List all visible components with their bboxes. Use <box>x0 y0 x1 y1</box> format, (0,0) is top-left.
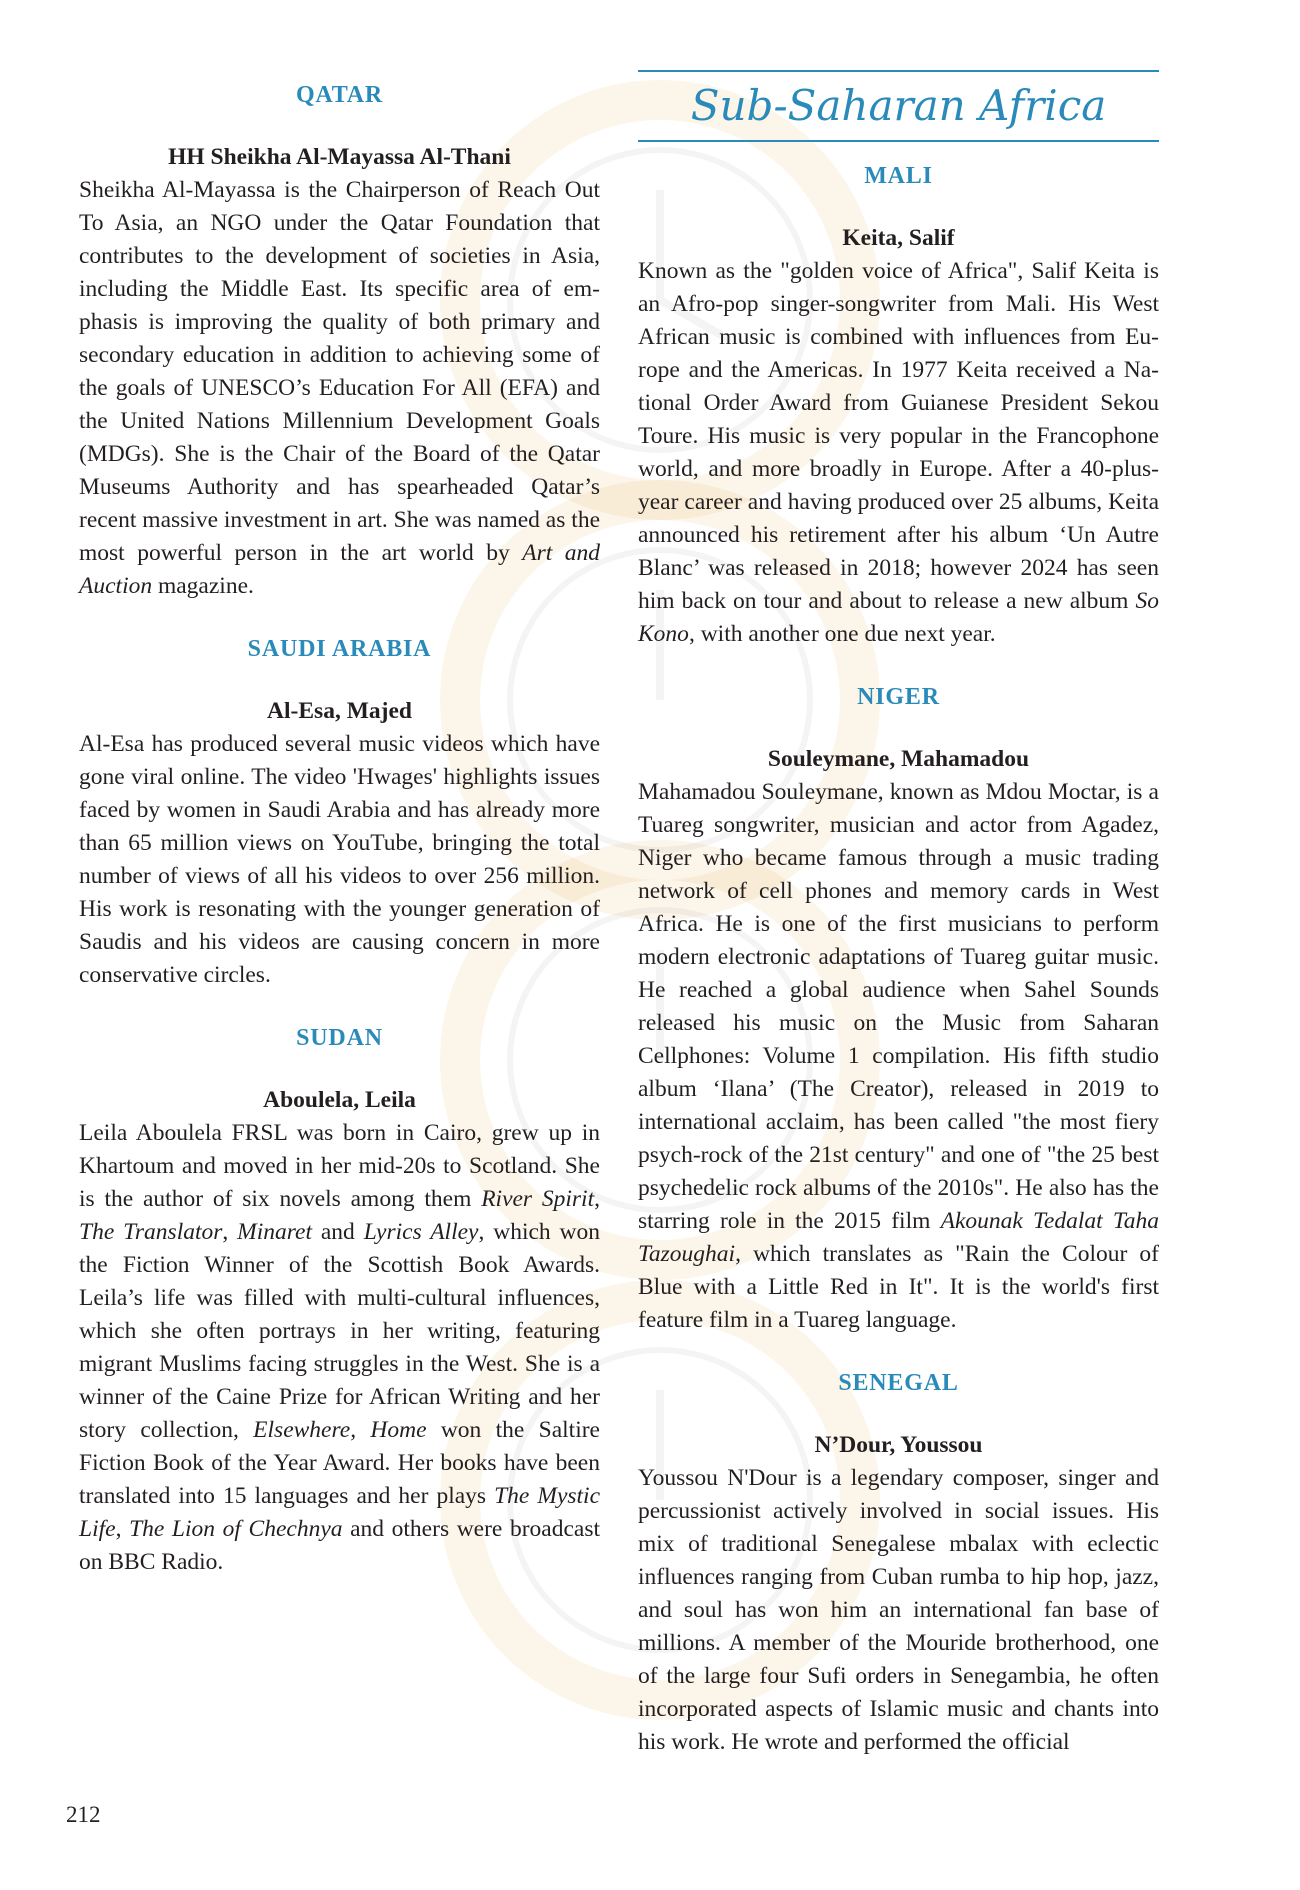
page-number: 212 <box>66 1802 101 1827</box>
country-heading-qatar: QATAR <box>295 82 384 108</box>
person-bio: Known as the "golden voice of Africa", Salif Keita is an Afro-pop singer-songwriter from Mali. His West African music is combined with influences from Europe and the Americas. In 1977 Keita received a National Order Award from Guianese President Sekou Toure. His music is very popular in the Francophone world, and more broadly in Europe. After a 40-plus-year career and having produced over 25 albums, Keita announced his retirement after his album ‘Un Autre Blanc’ was released in 2018; however 2024 has seen him back on tour and about to release a new album So Kono, with another one due next year. <box>638 258 1159 647</box>
person-name: Keita, Salif <box>842 225 955 251</box>
person-name: Al-Esa, Majed <box>267 698 412 724</box>
person-name: Aboulela, Leila <box>263 1087 416 1113</box>
country-heading-senegal: SENEGAL <box>838 1370 959 1396</box>
country-heading-niger: NIGER <box>857 684 940 710</box>
person-bio: Al-Esa has produced several music videos which have gone viral online. The video 'Hwages' highlights issues faced by women in Saudi Arabia and has already more than 65 million views on YouTube, bringing the total number of views of all his videos to over 256 million. His work is resonating with the younger generation of Saudis and his videos are causing concern in more conservative circles. <box>79 731 600 988</box>
person-bio: Sheikha Al-Mayassa is the Chairperson of Reach Out To Asia, an NGO under the Qatar Foundation that contributes to the development of societies in Asia, including the Middle East. Its specific area of emphasis is improving the quality of both primary and secondary education in addition to achieving some of the goals of UNESCO’s Education For All (EFA) and the United Nations Millennium Development Goals (MDGs). She is the Chair of the Board of the Qatar Museums Authority and has spearheaded Qatar’s recent massive investment in art. She was named as the most powerful person in the art world by Art and Auction magazine. <box>79 177 600 599</box>
person-bio: Youssou N'Dour is a legendary composer, singer and percussionist actively involved in social issues. His mix of traditional Senegalese mbalax with eclectic influences ranging from Cuban rumba to hip hop, jazz, and soul has won him an international fan base of millions. A member of the Mouride brotherhood, one of the large four Sufi orders in Senegambia, he often incorporated aspects of Islamic music and chants into his work. He wrote and performed the official <box>638 1465 1159 1755</box>
right-column <box>638 60 1159 1759</box>
country-heading-sudan: SUDAN <box>296 1025 383 1051</box>
person-bio: Mahamadou Souleymane, known as Mdou Moctar, is a Tuareg songwriter, musician and actor from Agadez, Niger who became famous through a music trading network of cell phones and memory cards in West Africa. He is one of the first musicians to perform modern electronic adaptations of Tuareg guitar music. He reached a global audience when Sahel Sounds released his music on the Music from Saharan Cellphones: Volume 1 compilation. His fifth studio album ‘Ilana’ (The Creator), released in 2019 to international acclaim, has been called "the most fiery psych-rock of the 21st century" and one of "the 25 best psychedelic rock albums of the 2010s". He also has the starring role in the 2015 film Akounak Tedalat Taha Tazoughai, which translates as "Rain the Colour of Blue with a Little Red in It". It is the world's first feature film in a Tuareg language. <box>638 779 1159 1333</box>
person-name: HH Sheikha Al-Mayassa Al-Thani <box>168 144 511 170</box>
country-heading-saudi-arabia: SAUDI ARABIA <box>247 636 432 662</box>
section-title: Sub-Saharan Africa <box>638 70 1159 142</box>
country-heading-mali: MALI <box>864 163 933 189</box>
person-bio: Leila Aboulela FRSL was born in Cairo, grew up in Khartoum and moved in her mid-20s to Scotland. She is the author of six novels among them River Spirit, The Translator, Minaret and Lyrics Alley, which won the Fiction Winner of the Scottish Book Awards. Leila’s life was filled with multi-cultural influences, which she often portrays in her writing, featuring migrant Muslims facing struggles in the West. She is a winner of the Caine Prize for African Writing and her story collection, Elsewhere, Home won the Saltire Fiction Book of the Year Award. Her books have been translated into 15 languages and her plays The Mystic Life, The Lion of Chechnya and others were broadcast on BBC Radio. <box>79 1120 601 1575</box>
person-name: Souleymane, Mahamadou <box>767 746 1030 772</box>
left-column <box>79 60 600 1579</box>
person-name: N’Dour, Youssou <box>814 1432 983 1458</box>
